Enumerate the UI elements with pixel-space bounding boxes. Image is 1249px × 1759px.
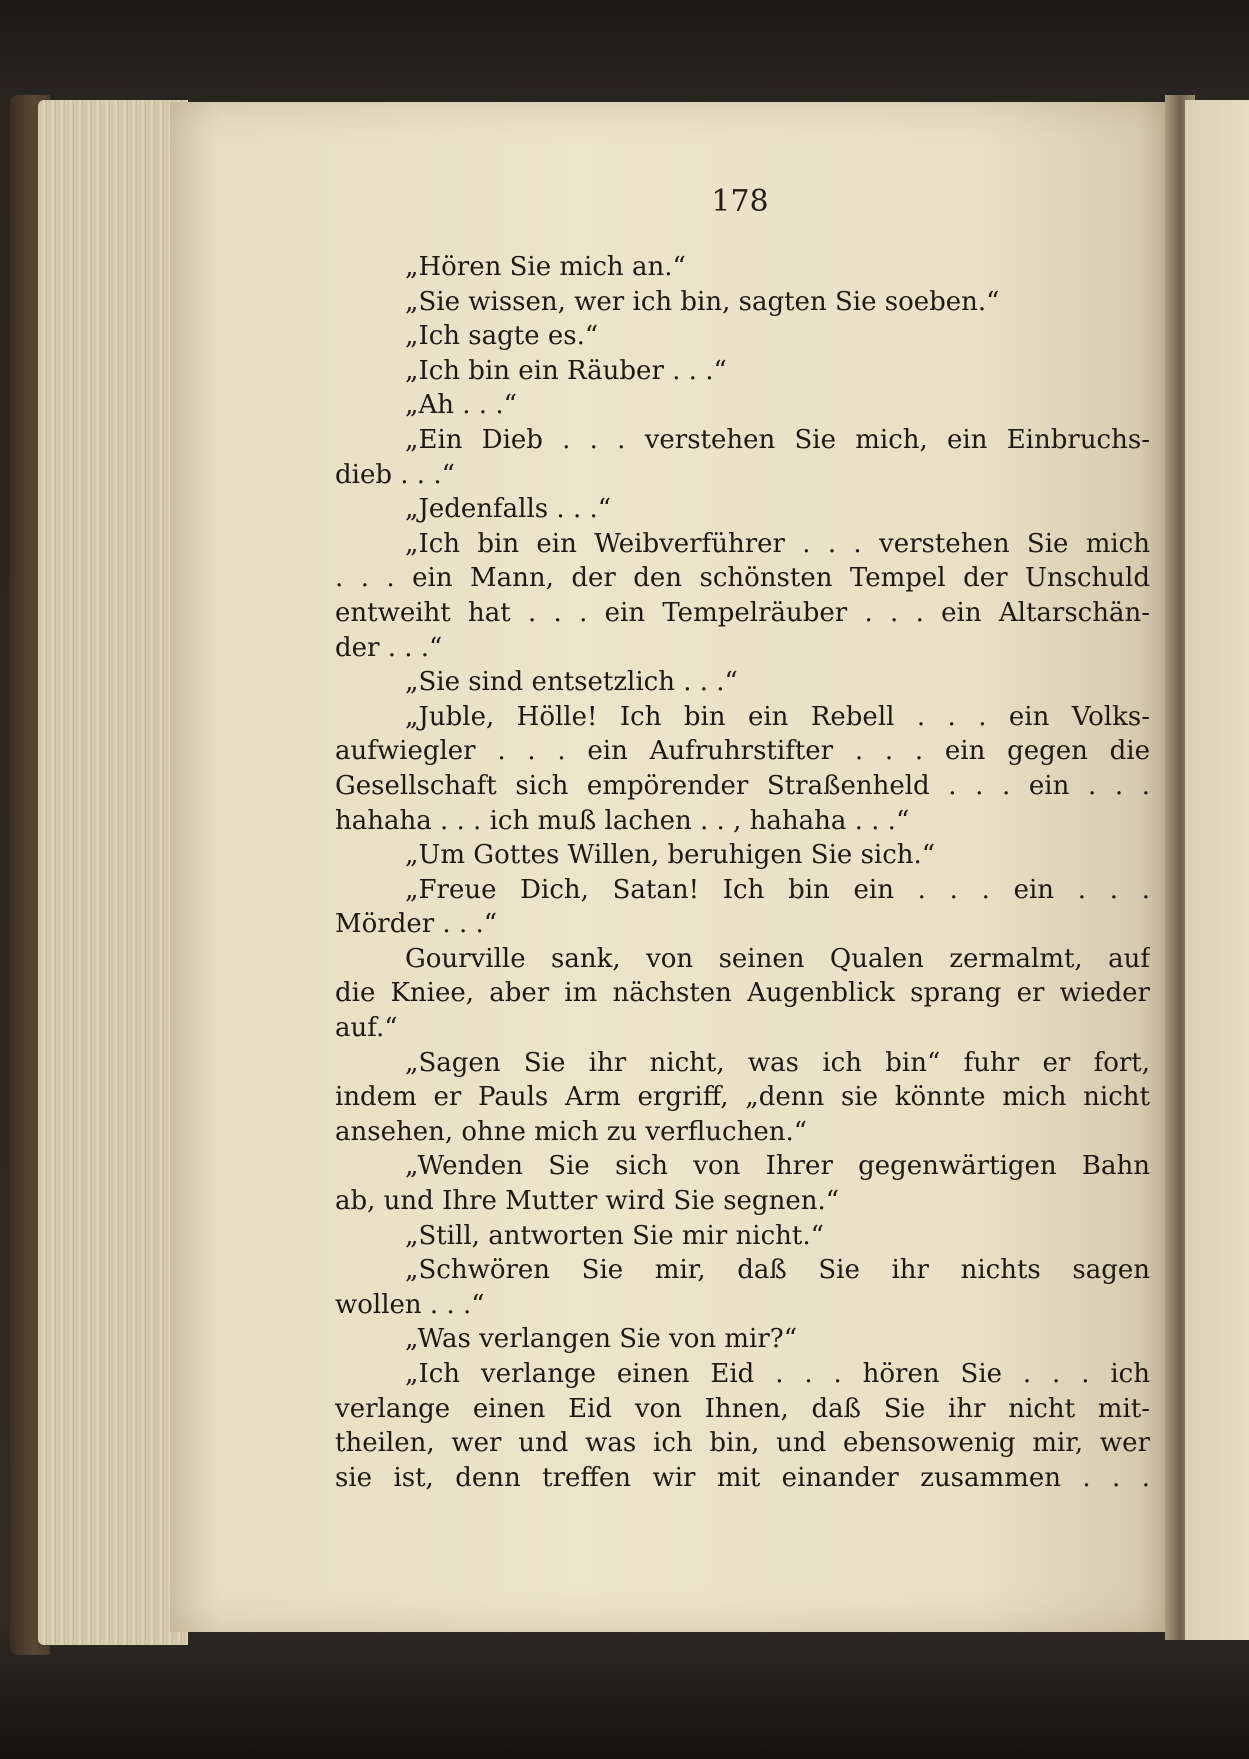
page-number: 178 <box>711 184 769 219</box>
text-line: ab, und Ihre Mutter wird Sie segnen.“ <box>335 1186 840 1217</box>
text-line: „Freue Dich, Satan! Ich bin ein . . . ein . . . <box>405 874 1150 905</box>
text-line: „Juble, Hölle! Ich bin ein Rebell . . . ein Volks- <box>405 701 1150 732</box>
text-line: „Ich sagte es.“ <box>405 321 599 352</box>
text-line: aufwiegler . . . ein Aufruhrstifter . . . ein gegen die <box>335 736 1150 767</box>
text-line: Mörder . . .“ <box>335 909 498 940</box>
text-line: „Ich verlange einen Eid . . . hören Sie . . . ich <box>405 1359 1150 1389</box>
text-line: hahaha . . . ich muß lachen . . , hahaha . . .“ <box>335 805 910 836</box>
text-line: sie ist, denn treffen wir mit einander zusammen . . . <box>335 1462 1150 1493</box>
text-line: indem er Pauls Arm ergriff, „denn sie könnte mich nicht <box>335 1082 1150 1113</box>
text-line: „Schwören Sie mir, daß Sie ihr nichts sagen <box>405 1255 1150 1286</box>
text-line: „Jedenfalls . . .“ <box>405 494 612 525</box>
page-text <box>335 250 1150 1495</box>
text-line: „Sagen Sie ihr nicht, was ich bin“ fuhr er fort, <box>405 1047 1150 1078</box>
text-line: Gesellschaft sich empörender Straßenheld . . . ein . . . <box>335 770 1150 801</box>
text-line: der . . .“ <box>335 632 443 663</box>
text-line: wollen . . .“ <box>335 1289 485 1320</box>
text-line: „Ein Dieb . . . verstehen Sie mich, ein Einbruchs- <box>405 424 1150 455</box>
text-line: „Was verlangen Sie von mir?“ <box>405 1324 797 1355</box>
text-line: auf.“ <box>335 1013 398 1044</box>
text-line: „Ich bin ein Weibverführer . . . verstehen Sie mich <box>405 528 1150 559</box>
text-line: ansehen, ohne mich zu verfluchen.“ <box>335 1116 808 1147</box>
text-line: Gourville sank, von seinen Qualen zermalmt, auf <box>405 943 1150 974</box>
text-line: „Hören Sie mich an.“ <box>405 252 686 282</box>
facing-page-edge <box>1185 100 1249 1640</box>
text-line: theilen, wer und was ich bin, und ebensowenig mir, wer <box>335 1428 1150 1459</box>
text-line: „Ich bin ein Räuber . . .“ <box>405 355 727 386</box>
text-line: „Sie wissen, wer ich bin, sagten Sie soeben.“ <box>405 286 1000 317</box>
page-edges <box>38 100 188 1645</box>
text-line: . . . ein Mann, der den schönsten Tempel der Unschuld <box>335 563 1150 594</box>
text-line: „Still, antworten Sie mir nicht.“ <box>405 1220 824 1251</box>
text-line: entweiht hat . . . ein Tempelräuber . . . ein Altarschän- <box>335 597 1150 628</box>
text-line: „Um Gottes Willen, beruhigen Sie sich.“ <box>405 840 936 871</box>
text-line: „Wenden Sie sich von Ihrer gegenwärtigen Bahn <box>405 1151 1150 1182</box>
text-line: „Sie sind entsetzlich . . .“ <box>405 667 738 698</box>
text-line: verlange einen Eid von Ihnen, daß Sie ihr nicht mit- <box>335 1393 1150 1424</box>
text-line: dieb . . .“ <box>335 459 455 490</box>
text-line: „Ah . . .“ <box>405 390 517 421</box>
text-line: die Kniee, aber im nächsten Augenblick sprang er wieder <box>335 978 1150 1009</box>
